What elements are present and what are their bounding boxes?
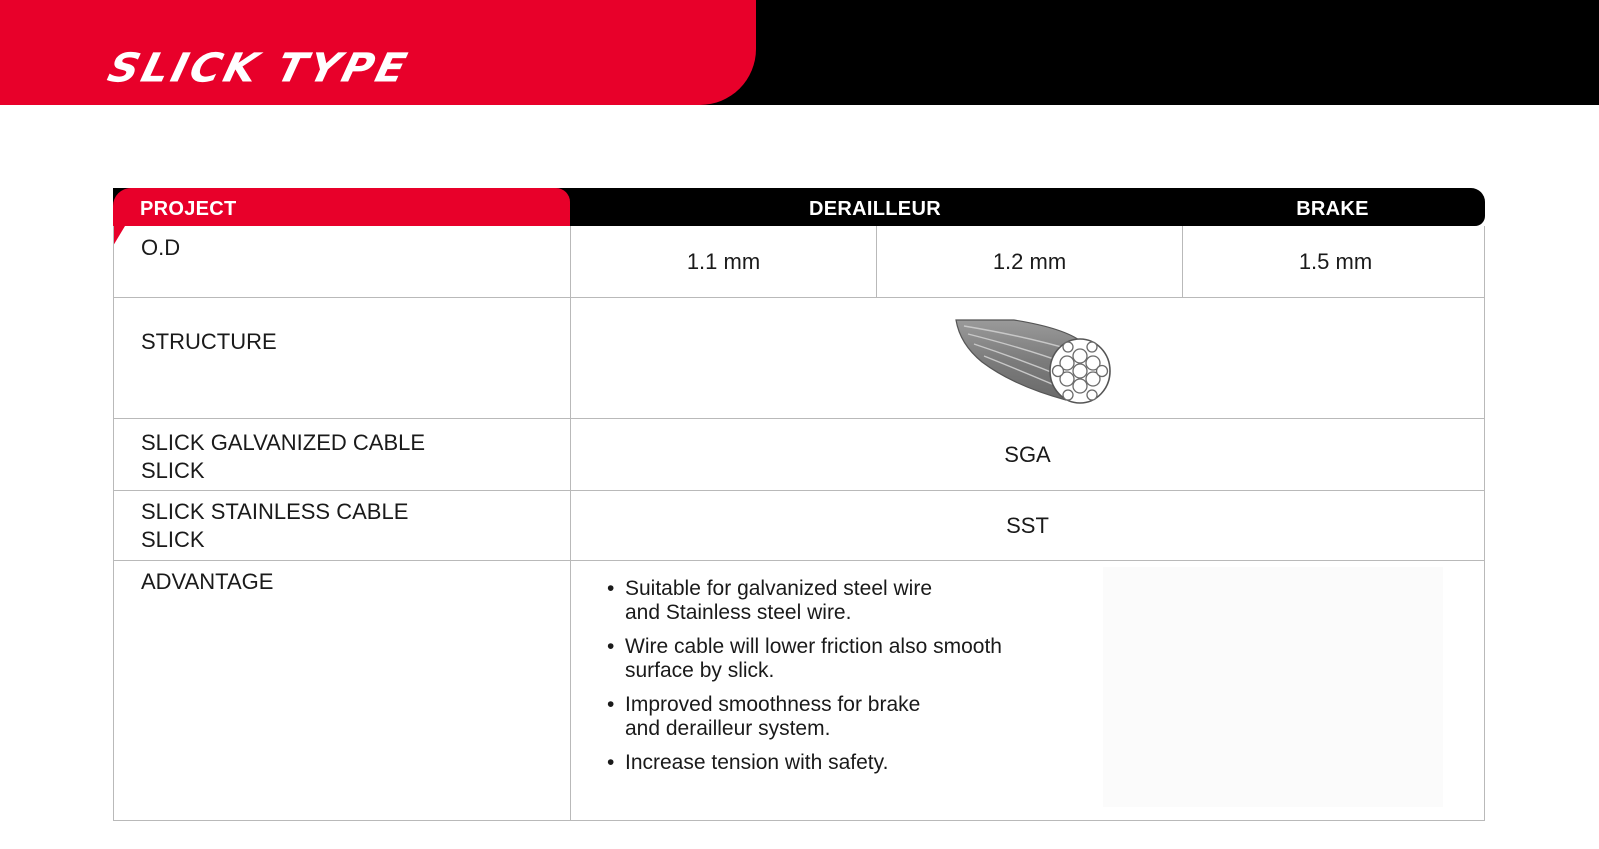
row-label-stainless-line1: SLICK STAINLESS CABLE xyxy=(141,499,409,524)
header-derailleur: DERAILLEUR xyxy=(809,198,941,220)
row-label-stainless xyxy=(114,491,571,560)
list-item-line: surface by slick. xyxy=(625,659,775,682)
table-row-stainless xyxy=(113,491,1485,561)
list-item-line: • Improved smoothness for brake xyxy=(625,693,921,716)
table-row-advantage xyxy=(113,561,1485,821)
od-value-1-5: 1.5 mm xyxy=(1182,226,1488,297)
od-value-1-1: 1.1 mm xyxy=(686,248,761,274)
od-values xyxy=(571,226,1488,297)
list-item-line: and derailleur system. xyxy=(625,717,831,740)
list-item xyxy=(607,635,1087,683)
galvanized-code: SGA xyxy=(1004,441,1051,467)
row-label-stainless-line2: SLICK xyxy=(141,527,205,552)
table-row-galvanized xyxy=(113,419,1485,491)
od-value-1-2: 1.2 mm xyxy=(876,226,1182,297)
row-label-galvanized xyxy=(114,419,571,490)
advantage-list-cell xyxy=(571,561,1484,820)
page-title: SLICK TYPE xyxy=(103,44,415,91)
row-label-advantage: ADVANTAGE xyxy=(114,561,571,820)
header-project: PROJECT xyxy=(140,198,237,220)
header-brake: BRAKE xyxy=(1296,198,1369,220)
list-item xyxy=(607,693,1087,741)
row-label-od: O.D xyxy=(114,226,571,297)
row-label-galvanized-line2: SLICK xyxy=(141,458,205,483)
row-label-galvanized-line1: SLICK GALVANIZED CABLE xyxy=(141,430,426,455)
row-label-structure: STRUCTURE xyxy=(114,298,571,418)
list-item-line: • Wire cable will lower friction also smooth xyxy=(625,635,1002,658)
list-item-line: and Stainless steel wire. xyxy=(625,601,852,624)
structure-value xyxy=(571,298,1484,418)
list-item xyxy=(607,577,1087,625)
table-row-structure xyxy=(113,298,1485,419)
table-row-od xyxy=(113,226,1485,298)
spec-table xyxy=(113,188,1485,821)
list-item-line: • Increase tension with safety. xyxy=(625,751,889,774)
faint-background-panel xyxy=(1103,567,1443,807)
advantage-list xyxy=(607,577,1087,785)
list-item xyxy=(607,751,1087,775)
list-item-line: • Suitable for galvanized steel wire xyxy=(625,577,933,600)
cable-cross-section-icon xyxy=(954,318,1119,410)
stainless-code: SST xyxy=(1006,512,1049,538)
table-header xyxy=(113,188,1485,226)
